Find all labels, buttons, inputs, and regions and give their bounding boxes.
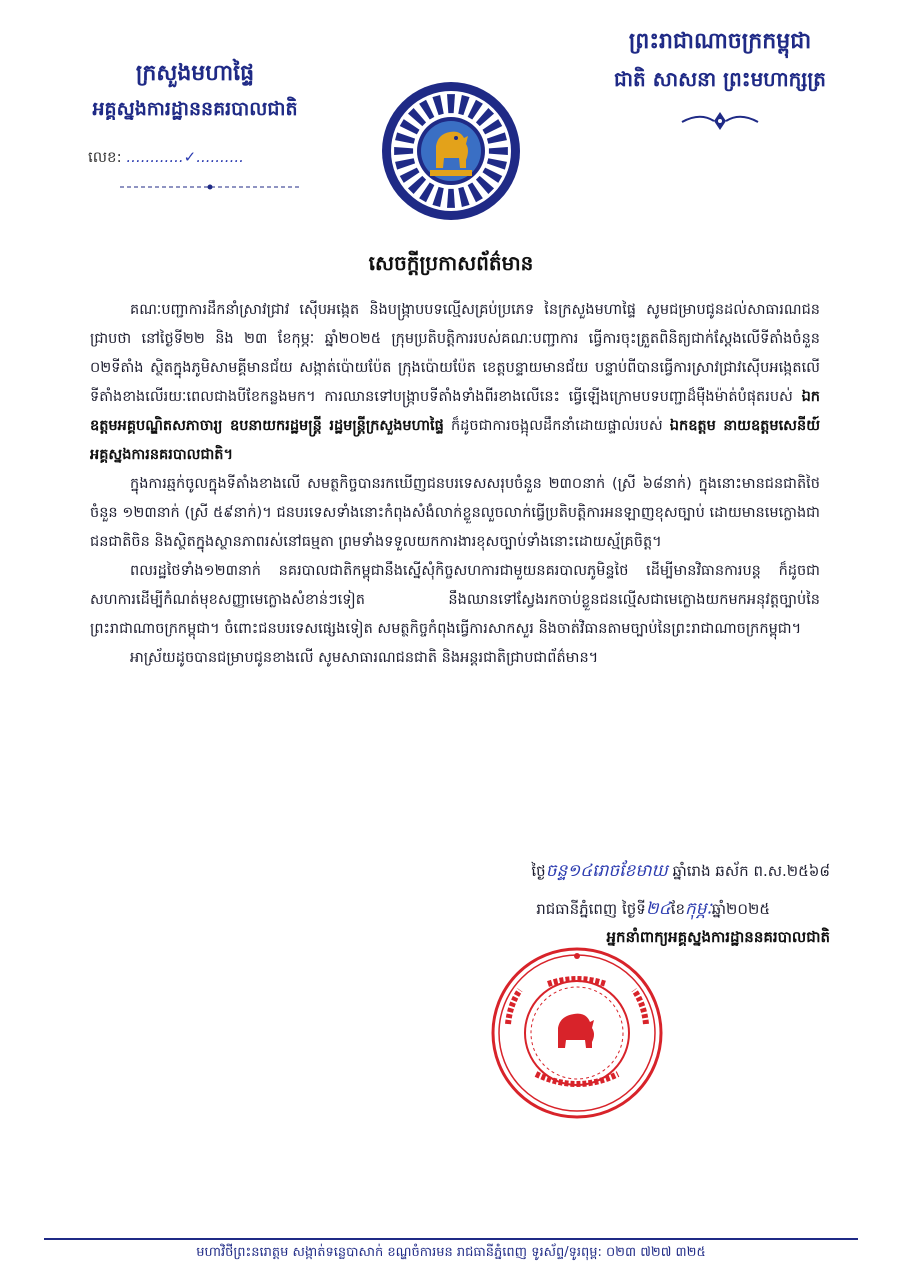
paragraph-3: ពលរដ្ឋថៃទាំង១២៣នាក់ នគរបាលជាតិកម្ពុជានឹងស្នើសុំកិច្ចសហការជាមួយនគរបាលភូមិន្ទថៃ ដើម្បីមានវិធានការបន្ត ក៏ដូចជាសហការដើម្បីកំណត់មុខសញ្ញាមេក្លោងសំខាន់ៗទៀត នឹងឈានទៅស្វែងរកចាប់ខ្លួនជនល្មើសជាមេក្លោងយកមកអនុវត្តច្បាប់នៃព្រះរាជាណាចក្រកម្ពុជា។ ចំពោះជនបរទេសផ្សេងទៀត សមត្ថកិច្ចកំពុងធ្វើការសាកសួរ និងចាត់វិធានតាមច្បាប់នៃព្រះរាជាណាចក្រកម្ពុជា។ bbox=[90, 563, 820, 637]
lunar-date-year: ឆ្នាំរោង ឆស័ក ព.ស.២៥៦៨ bbox=[672, 862, 830, 880]
department-name: អគ្គស្នងការដ្ឋាននគរបាលជាតិ bbox=[92, 98, 298, 120]
emblem-ray bbox=[489, 147, 508, 155]
lunar-date-handwritten: ចន្ទ១៤រោចខែមាឃ bbox=[545, 861, 668, 881]
ministry-name: ក្រសួងមហាផ្ទៃ bbox=[135, 61, 255, 86]
ornament-icon bbox=[680, 110, 760, 132]
police-emblem-logo bbox=[380, 80, 522, 222]
paragraph-1-text-b: ក៏ដូចជាការចង្អុលដឹកនាំដោយផ្ទាល់របស់ bbox=[450, 418, 663, 434]
left-ornament-divider bbox=[120, 184, 300, 190]
paragraph-4: អាស្រ័យដូចបានជម្រាបជូនខាងលើ សូមសាធារណជនជាតិ និងអន្តរជាតិជ្រាបជាព័ត៌មាន។ bbox=[130, 650, 599, 666]
gregorian-month-handwritten: កុម្ភៈ bbox=[684, 899, 712, 919]
national-motto: ជាតិ សាសនា ព្រះមហាក្សត្រ bbox=[614, 67, 826, 91]
reference-value: ............✓.......... bbox=[126, 148, 244, 166]
signatory-title: អ្នកនាំពាក្យអគ្គស្នងការដ្ឋាននគរបាលជាតិ bbox=[606, 928, 830, 946]
gregorian-date-prefix: រាជធានីភ្នំពេញ ថ្ងៃទី bbox=[536, 900, 646, 918]
emblem-ray bbox=[447, 189, 455, 208]
lunar-date bbox=[370, 860, 830, 885]
gregorian-year: ឆ្នាំ២០២៥ bbox=[711, 900, 770, 918]
paragraph-2: ក្នុងការឆ្មក់ចូលក្នុងទីតាំងខាងលើ សមត្ថកិច្ចបានរកឃើញជនបរទេសសរុបចំនួន ២៣០នាក់ (ស្រី ៦៨នាក់) ក្នុងនោះមានជនជាតិថៃចំនួន ១២៣នាក់ (ស្រី ៥៩នាក់)។ ជនបរទេសទាំងនោះកំពុងសំងំលាក់ខ្លួនលួចលាក់ធ្វើប្រតិបត្តិការអនឡាញខុសច្បាប់ ដោយមានមេក្លោងជាជនជាតិចិន និងស្ថិតក្នុងស្ថានភាពរស់នៅធម្មតា ព្រមទាំងទទួលយកការងារខុសច្បាប់ទាំងនោះដោយស្ម័គ្រចិត្ត។ bbox=[90, 476, 820, 550]
official-seal-stamp bbox=[488, 944, 666, 1122]
police-chief-title: ឯកឧត្តម នាយឧត្តមសេនីយ៍ អគ្គស្នងការនគរបាលជាតិ។ bbox=[90, 418, 821, 463]
emblem-ray bbox=[447, 94, 455, 113]
reference-label: លេខ: bbox=[88, 148, 122, 166]
lunar-date-prefix: ថ្ងៃ bbox=[531, 862, 546, 880]
announcement-body bbox=[90, 296, 820, 673]
paragraph-1 bbox=[90, 296, 820, 470]
footer-divider bbox=[44, 1238, 858, 1240]
document-title: សេចក្តីប្រកាសព័ត៌មាន bbox=[368, 251, 534, 275]
kingdom-name: ព្រះរាជាណាចក្រកម្ពុជា bbox=[628, 29, 812, 54]
paragraph-1-text-a: គណៈបញ្ជាការដឹកនាំស្រាវជ្រាវ ស៊ើបអង្កេត និងបង្ក្រាបបទល្មើសគ្រប់ប្រភេទ នៃក្រសួងមហាផ្ទៃ សូមជម្រាបជូនដល់សាធារណជនជ្រាបថា នៅថ្ងៃទី២២ និង ២៣ ខែកុម្ភៈ ឆ្នាំ២០២៥ ក្រុមប្រតិបត្តិការរបស់គណៈបញ្ជាការ ធ្វើការចុះត្រួតពិនិត្យជាក់ស្តែងលើទីតាំងចំនួន ០២ទីតាំង ស្ថិតក្នុងភូមិសាមគ្គីមានជ័យ សង្កាត់ប៉ោយប៉ែត ក្រុងប៉ោយប៉ែត ខេត្តបន្ទាយមានជ័យ បន្ទាប់ពីបានធ្វើការស្រាវជ្រាវស៊ើបអង្កេតលើទីតាំងខាងលើរយៈពេលជាងបីខែកន្លងមក។ ការឈានទៅបង្ក្រាបទីតាំងទាំងពីរខាងលើនេះ ធ្វើឡើងក្រោមបទបញ្ជាដ៏ម៉ឺងម៉ាត់បំផុតរបស់ bbox=[90, 302, 820, 405]
gregorian-month-label: ខែ bbox=[670, 900, 685, 918]
ministry-header bbox=[60, 58, 330, 124]
kingdom-header bbox=[570, 26, 870, 94]
gregorian-day-handwritten: ២៤ bbox=[645, 899, 671, 919]
footer-address: មហាវិថីព្រះនរោត្តម សង្កាត់ទន្លេបាសាក់ ខណ្ឌចំការមន រាជធានីភ្នំពេញ ទូរស័ព្ទ/ទូរពុម្ព: ០២៣ ៧២៧ ៣២៥ bbox=[196, 1245, 706, 1260]
deputy-pm-title: ឯកឧត្តមអគ្គបណ្ឌិតសភាចារ្យ ឧបនាយករដ្ឋមន្ត្រី រដ្ឋមន្ត្រីក្រសួងមហាផ្ទៃ bbox=[90, 389, 821, 434]
gregorian-date bbox=[370, 898, 770, 923]
reference-number bbox=[88, 148, 244, 170]
emblem-ray bbox=[394, 147, 413, 155]
